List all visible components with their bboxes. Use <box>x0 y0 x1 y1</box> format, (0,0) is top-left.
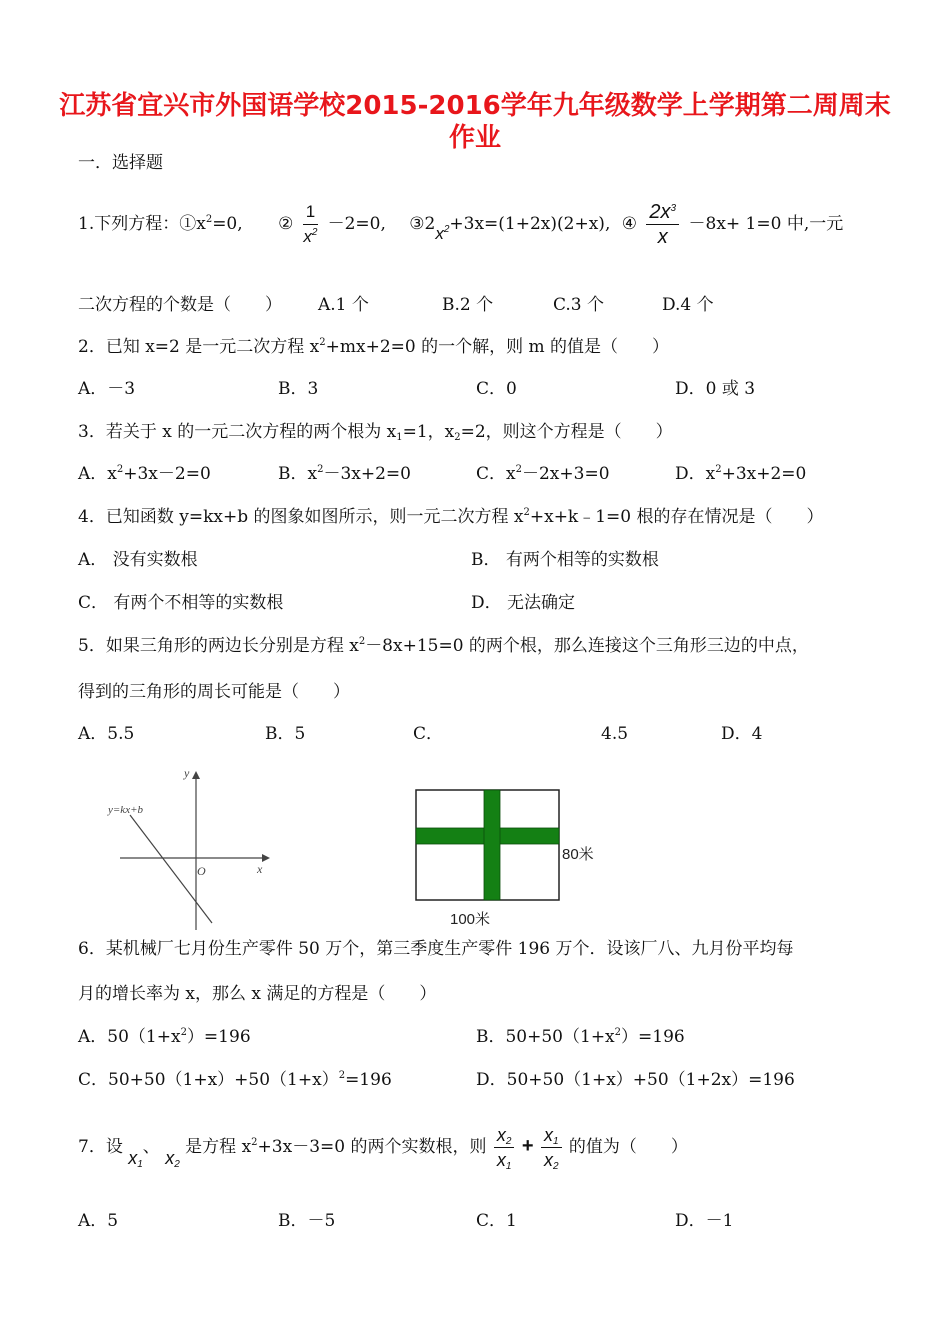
q7-fraction-a: $\frac{x_2}{x_1}$ <box>494 1123 515 1172</box>
q6-stem-line2: 月的增长率为 x，那么 x 满足的方程是（ ） <box>78 984 437 1004</box>
q2-option-c: C．0 <box>476 379 517 399</box>
q3-stem: 3．若关于 x 的一元二次方程的两个根为 $x_1=1$，$x_2=2$，则这个方程是（ ） <box>78 422 673 443</box>
q3-option-c: C．$x^2-2x+3=0$ <box>476 464 610 484</box>
q2-option-b: B．3 <box>278 379 319 399</box>
y-label: y <box>184 766 190 780</box>
q2-stem: 2．已知 x=2 是一元二次方程 $x^2+mx+2=0$ 的一个解，则 m 的值是（ ） <box>78 337 670 357</box>
linear-function-figure <box>100 765 280 935</box>
page-title-line2: 作业 <box>448 123 501 153</box>
height-label: 80米 <box>562 846 594 863</box>
q5-line2: 得到的三角形的周长可能是（ ） <box>78 682 350 702</box>
q5-option-b: B．5 <box>265 724 306 744</box>
q5-option-d: D．4 <box>721 724 763 744</box>
page-title: 江苏省宜兴市外国语学校2015-2016学年九年级数学上学期第二周周末 <box>59 91 891 121</box>
q6-option-b: B．$50+50(1+x^2)=196$ <box>476 1027 685 1047</box>
q3-option-b: B．$x^2-3x+2=0$ <box>278 464 411 484</box>
q1-fraction-2: $\frac{2x^3}{x}$ <box>646 200 679 249</box>
q1-option-b: B.2 个 <box>442 295 494 315</box>
q6-option-c: C．$50+50(1+x)+50(1+x)^2=196$ <box>78 1070 392 1090</box>
q6-stem-line1: 6．某机械厂七月份生产零件 50 万个，第三季度生产零件 196 万个．设该厂八、九月份平均每 <box>78 939 794 959</box>
q1-fraction-1: $\frac{1}{x^2}$ <box>303 202 318 246</box>
q3-option-d: D．$x^2+3x+2=0$ <box>675 464 807 484</box>
y-axis-arrow-icon <box>192 771 200 779</box>
q1-option-a: A.1 个 <box>318 295 369 315</box>
q1-option-c: C.3 个 <box>553 295 605 315</box>
q6-option-d: D．50+50（1+x）+50（1+2x）=196 <box>476 1070 795 1090</box>
q1-line2: 二次方程的个数是（ ） <box>78 295 282 315</box>
q4-option-a: A． 没有实数根 <box>78 550 198 570</box>
vertical-road <box>484 790 500 900</box>
q6-option-a: A．$50(1+x^2)=196$ <box>78 1027 251 1047</box>
width-label: 100米 <box>450 911 491 928</box>
q5-option-a: A．5.5 <box>78 724 135 744</box>
x-label: x <box>257 862 263 876</box>
q3-option-a: A．$x^2+3x-2=0$ <box>78 464 211 484</box>
q4-stem: 4．已知函数 y=kx+b 的图象如图所示，则一元二次方程 $x^2+x+k﹣1=0$ 根的存在情况是（ ） <box>78 507 824 527</box>
q5-option-c-value: 4.5 <box>601 724 629 744</box>
field-figure <box>400 782 630 932</box>
origin-label: O <box>197 864 206 878</box>
q7-fraction-b: $\frac{x_1}{x_2}$ <box>541 1123 562 1172</box>
q4-option-c: C． 有两个不相等的实数根 <box>78 593 284 613</box>
q2-option-d: D．0 或 3 <box>675 379 756 399</box>
q7-option-c: C．1 <box>476 1211 517 1231</box>
q2-option-a: A．－3 <box>78 379 136 399</box>
q5-option-c: C． <box>413 724 444 744</box>
section-heading: 一．选择题 <box>78 153 163 173</box>
line-label: y=kx+b <box>108 804 143 816</box>
q5-stem: 5．如果三角形的两边长分别是方程 $x^2-8x+15=0$ 的两个根，那么连接这个三角形三边的中点， <box>78 636 809 656</box>
q7-option-d: D．－1 <box>675 1211 734 1231</box>
q7-option-a: A．5 <box>78 1211 119 1231</box>
q4-option-b: B． 有两个相等的实数根 <box>471 550 659 570</box>
q7-option-b: B．－5 <box>278 1211 336 1231</box>
q7-stem: 7．设 $x_1$、 $x_2$ 是方程 $x^2+3x-3=0$ 的两个实数根，则 $\frac{x_2}{x_1}$ + $\frac{x_1}{x_2}$ 的值为（ ） <box>78 1125 688 1172</box>
q1-option-d: D.4 个 <box>662 295 714 315</box>
x-axis-arrow-icon <box>262 854 270 862</box>
q4-option-d: D． 无法确定 <box>471 593 576 613</box>
q1-stem: 1.下列方程：$①x^2=0$, ② $\frac{1}{x^2}$ －2=0, $③2x^2+3x=(1+2x)(2+x)$, ④ $\frac{2x^3}{x}$ －8x+ 1=0 中,一元 <box>78 201 844 248</box>
